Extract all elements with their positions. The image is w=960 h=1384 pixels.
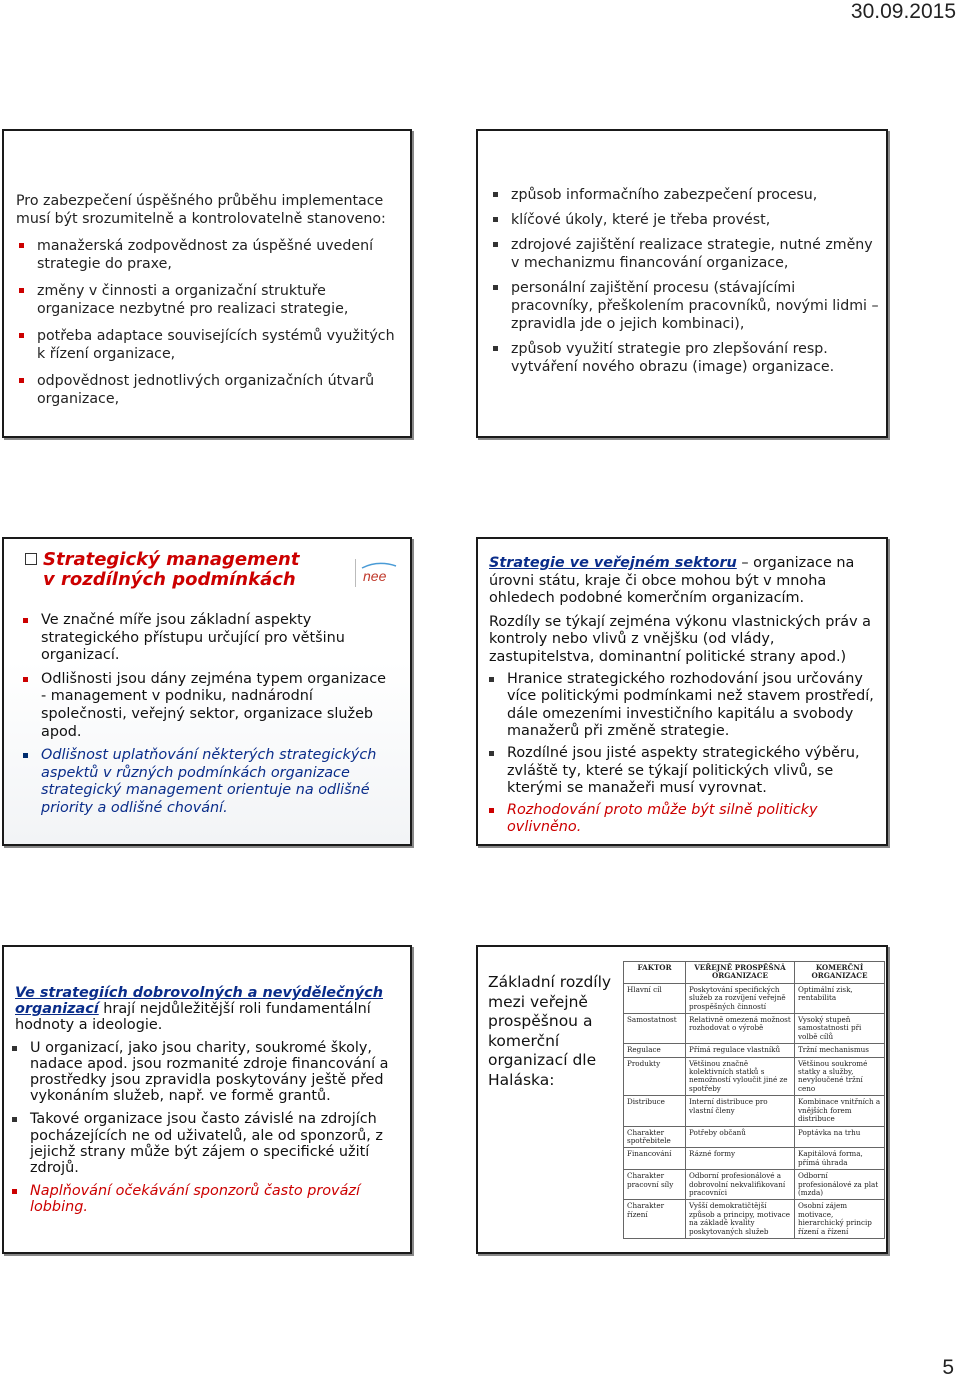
table-row	[624, 983, 885, 1013]
table-row	[624, 1096, 885, 1126]
list-item: Takové organizace jsou často závislé na zdrojích pocházejících ne od uživatelů, ale od sponzorů, z jejichž strany může být zájem o specifické užití zdrojů.	[2, 1111, 407, 1176]
table-row	[624, 1170, 885, 1200]
slide-strategic-management-conditions	[2, 537, 412, 846]
table-row	[624, 1014, 885, 1044]
slide-nonprofit-strategy	[2, 945, 412, 1254]
table-header-cell: FAKTOR	[624, 962, 686, 984]
table-row	[624, 1148, 885, 1170]
slide5-lead-em: Ve strategiích dobrovolných a nevýdělečných organizací	[15, 985, 383, 1018]
list-item-highlight	[476, 802, 881, 837]
slide5-lead-rest: hrají nejdůležitější roli fundamentální hodnoty a ideologie.	[15, 1001, 371, 1034]
table-cell: Relativně omezená možnost rozhodovat o výrobě	[686, 1014, 795, 1044]
table-row	[624, 1200, 885, 1239]
table-cell: Vyšší demokratičtější způsob a principy, motivace na základě kvality poskytovaných služeb	[686, 1200, 795, 1239]
table-row	[624, 1057, 885, 1096]
list-item: potřeba adaptace souvisejících systémů využitých k řízení organizace,	[4, 327, 402, 363]
list-item: klíčové úkoly, které je třeba provést,	[478, 211, 881, 229]
list-item: způsob využití strategie pro zlepšování resp. vytváření nového obrazu (image) organizace.	[478, 340, 881, 376]
slide3-title: Strategický management v rozdílných podmínkách	[43, 549, 300, 590]
list-item-highlight	[2, 1183, 407, 1215]
table-cell: Distribuce	[624, 1096, 686, 1126]
slide-implementation-items	[476, 129, 888, 438]
table-cell: Charakter řízení	[624, 1200, 686, 1239]
table-cell: Financování	[624, 1148, 686, 1170]
slide-implementation-requirements	[2, 129, 412, 438]
slide1-body	[16, 192, 402, 417]
page-number: 5	[942, 1356, 954, 1379]
nee-logo	[355, 559, 401, 587]
checkbox-bullet-icon	[25, 553, 37, 565]
table-cell: Kapitálová forma, přímá úhrada	[795, 1148, 885, 1170]
slide-public-vs-commercial	[476, 945, 888, 1254]
slide3-list	[8, 612, 388, 818]
table-cell: Odborní profesionálové a dobrovolní nekvalifikovaní pracovníci	[686, 1170, 795, 1200]
list-item: zdrojové zajištění realizace strategie, nutné změny v mechanizmu financování organizace,	[478, 236, 881, 272]
table-header-cell: KOMERČNÍ ORGANIZACE	[795, 962, 885, 984]
slide5-lead	[15, 985, 407, 1034]
slide1-list	[4, 237, 402, 408]
list-item: personální zajištění procesu (stávajícími pracovníky, přeškolením pracovníků, novými lidmi – zpravidla jde o jejich kombinaci),	[478, 279, 881, 333]
slide5-list	[2, 1040, 407, 1216]
slide6-caption: Základní rozdíly mezi veřejně prospěšnou a komerční organizací dle Haláska:	[488, 973, 612, 1089]
table-cell: Většinou značně kolektivních statků s nemožností vyloučit jiné ze spotřeby	[686, 1057, 795, 1096]
table-cell: Kombinace vnitřních a vnějších forem distribuce	[795, 1096, 885, 1126]
comparison-table	[623, 961, 885, 1239]
slide5-body	[15, 985, 407, 1225]
list-item: Ve značné míře jsou základní aspekty strategického přístupu určující pro většinu organizací.	[8, 612, 388, 665]
slide3-body	[8, 612, 388, 827]
table-cell: Charakter pracovní síly	[624, 1170, 686, 1200]
table-cell: Interní distribuce pro vlastní členy	[686, 1096, 795, 1126]
logo-text: nee	[363, 568, 387, 584]
table-cell: Potřeby občanů	[686, 1126, 795, 1148]
list-item: Odlišnosti jsou dány zejména typem organizace - management v podniku, nadnárodní společnosti, veřejný sektor, organizace služeb apod.	[8, 671, 388, 741]
slide3-highlight: Odlišnost uplatňování některých strategických aspektů v různých podmínkách organizace strategický management orientuje na odlišné priority a odlišné chování.	[41, 747, 377, 816]
list-item: U organizací, jako jsou charity, soukromé školy, nadace apod. jsou rozmanité zdroje financování a prostředky jsou zpravidla poskytovány ještě před vykonáním služeb, např. ve formě grantů.	[2, 1040, 407, 1105]
table-cell: Optimální zisk, rentabilita	[795, 983, 885, 1013]
slide2-list	[478, 186, 881, 376]
slide1-intro: Pro zabezpečení úspěšného průběhu implementace musí být srozumitelně a kontrolovatelně stanoveno:	[16, 193, 386, 227]
slide4-lead-em: Strategie ve veřejném sektoru	[489, 555, 737, 571]
slide4-para: Rozdíly se týkají zejména výkonu vlastnických práv a kontroly nebo vlivů z vnějšku (od vlády, zastupitelstva, dominantní politické strany apod.)	[489, 613, 871, 665]
table-cell: Rázné formy	[686, 1148, 795, 1170]
slide4-list	[476, 671, 881, 837]
table-cell: Poskytování specifických služeb za rozvíjení veřejně prospěšných činností	[686, 983, 795, 1013]
table-cell: Přímá regulace vlastníků	[686, 1044, 795, 1057]
table-cell: Poptávka na trhu	[795, 1126, 885, 1148]
table-cell: Regulace	[624, 1044, 686, 1057]
list-item-highlight	[8, 747, 388, 817]
slide4-lead-rest: – organizace na úrovni státu, kraje či obce mohou být v mnoha ohledech podobné komerčním organizacím.	[489, 555, 855, 607]
slide4-highlight: Rozhodování proto může být silně politicky ovlivněno.	[507, 801, 818, 836]
list-item: manažerská zodpovědnost za úspěšné uvedení strategie do praxe,	[4, 237, 402, 273]
table-row	[624, 1126, 885, 1148]
table-cell: Odborní profesionálové za plat (mzda)	[795, 1170, 885, 1200]
table-cell: Hlavní cíl	[624, 983, 686, 1013]
table-cell: Charakter spotřebitele	[624, 1126, 686, 1148]
table-cell: Vysoký stupeň samostatnosti při volbě cílů	[795, 1014, 885, 1044]
slide5-highlight: Naplňování očekávání sponzorů často provází lobbing.	[30, 1183, 360, 1216]
table-cell: Tržní mechanismus	[795, 1044, 885, 1057]
list-item: Hranice strategického rozhodování jsou určovány více politickými podmínkami než stavem prostředí, dále omezeními investičního kapitálu a svobody manažerů při změně strategie.	[476, 671, 881, 741]
slide4-body	[489, 555, 881, 846]
table-cell: Většinou soukromé statky a služby, nevyloučené tržní ceno	[795, 1057, 885, 1096]
header-date: 30.09.2015	[850, 0, 956, 23]
table-cell: Produkty	[624, 1057, 686, 1096]
list-item: změny v činnosti a organizační struktuře organizace nezbytné pro realizaci strategie,	[4, 282, 402, 318]
table-row	[624, 1044, 885, 1057]
list-item: způsob informačního zabezpečení procesu,	[478, 186, 881, 204]
table-cell: Samostatnost	[624, 1014, 686, 1044]
slide-public-sector-strategy	[476, 537, 888, 846]
table-header-row	[624, 962, 885, 984]
slide4-lead	[489, 555, 881, 608]
nee-logo-mark	[356, 559, 401, 587]
list-item: odpovědnost jednotlivých organizačních útvarů organizace,	[4, 372, 402, 408]
table-cell: Osobní zájem motivace, hierarchický princip řízení a řízení	[795, 1200, 885, 1239]
slide2-body	[496, 186, 881, 383]
table-header-cell: VEŘEJNĚ PROSPĚŠNÁ ORGANIZACE	[686, 962, 795, 984]
list-item: Rozdílné jsou jisté aspekty strategického výběru, zvláště ty, které se týkají politických vlivů, se kterými se manažeři musí vyrovnat.	[476, 745, 881, 798]
